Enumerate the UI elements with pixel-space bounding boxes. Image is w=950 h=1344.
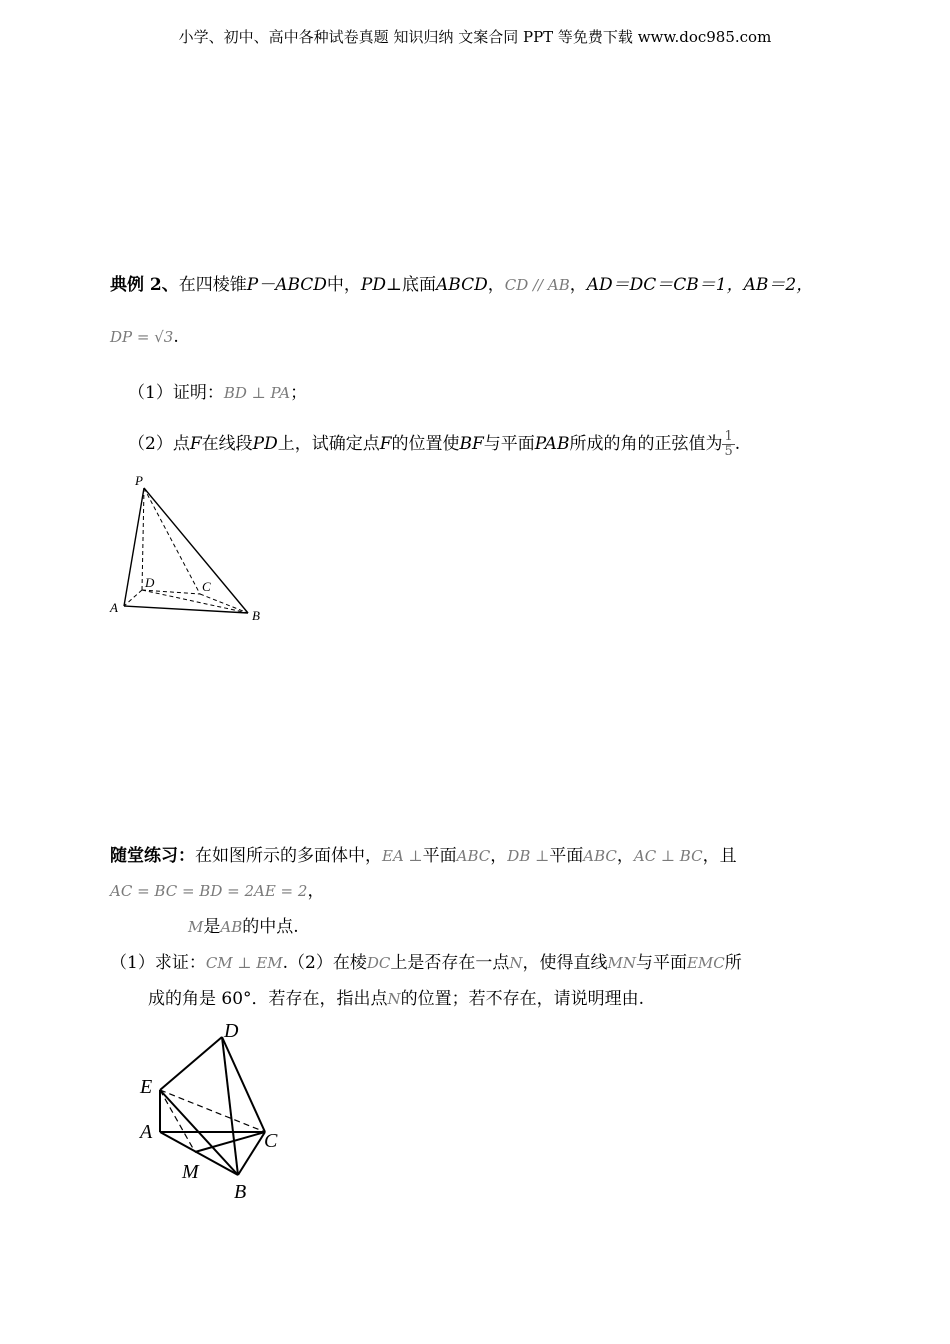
practice-line3 bbox=[188, 916, 299, 938]
practice-label: 随堂练习： bbox=[110, 846, 195, 866]
practice-questions bbox=[110, 952, 742, 974]
frac-num: 1 bbox=[724, 429, 733, 444]
text: 上是否存在一点 bbox=[390, 953, 510, 973]
q1-prefix: （1）证明： bbox=[128, 383, 224, 403]
ac-perp-bc: AC ⊥ BC bbox=[633, 847, 703, 865]
example2-q2 bbox=[128, 430, 740, 459]
text: （2）点 bbox=[128, 434, 190, 454]
text: 的中点. bbox=[242, 917, 299, 937]
plane-abc: ABC bbox=[583, 847, 617, 865]
text: 在如图所示的多面体中， bbox=[195, 846, 382, 866]
text: 与平面 bbox=[483, 434, 535, 454]
text: ， bbox=[487, 275, 505, 295]
example2-line2 bbox=[110, 326, 179, 348]
ab-length: AB＝2， bbox=[743, 275, 814, 295]
text: 上，试确定点 bbox=[277, 434, 380, 454]
label-a: A bbox=[140, 1121, 153, 1143]
example2-q1 bbox=[128, 382, 307, 404]
plane-abc: ABC bbox=[456, 847, 491, 865]
practice-line2 bbox=[110, 880, 324, 902]
example2-label: 典例 2、 bbox=[110, 275, 179, 295]
point-m: M bbox=[188, 918, 204, 936]
segment-ab: AB bbox=[220, 918, 243, 936]
page-header: 小学、初中、高中各种试卷真题 知识归纳 文案合同 PPT 等免费下载 www.doc985.com bbox=[178, 28, 772, 46]
point-n: N bbox=[387, 990, 401, 1008]
text: ， bbox=[307, 881, 325, 901]
label-b: B bbox=[252, 608, 260, 623]
segment-pd: PD bbox=[360, 275, 386, 295]
q1-expr: CM ⊥ EM bbox=[205, 954, 283, 972]
label-m: M bbox=[182, 1161, 199, 1183]
text: 的位置；若不存在，请说明理由. bbox=[400, 989, 645, 1009]
segment-bf: BF bbox=[459, 434, 484, 454]
label-c: C bbox=[264, 1130, 278, 1152]
pyramid-name: P－ABCD bbox=[246, 275, 327, 295]
text: ， bbox=[569, 275, 587, 295]
segment-pd: PD bbox=[252, 434, 278, 454]
text: ； bbox=[290, 383, 308, 403]
length-equation: AC = BC = BD = 2AE = 2 bbox=[110, 882, 308, 900]
practice-line1 bbox=[110, 845, 737, 867]
label-c: C bbox=[202, 579, 211, 594]
text: 的位置使 bbox=[391, 434, 460, 454]
text: ， bbox=[490, 846, 508, 866]
text: 成的角是 60°．若存在，指出点 bbox=[148, 989, 388, 1009]
plane-pab: PAB bbox=[534, 434, 570, 454]
point-n: N bbox=[509, 954, 523, 972]
text: 是 bbox=[203, 917, 221, 937]
dp-value: DP = √3 bbox=[110, 328, 174, 346]
text: 所 bbox=[724, 953, 742, 973]
db-perp: DB ⊥ bbox=[507, 847, 550, 865]
text: 在线段 bbox=[201, 434, 253, 454]
text: ，且 bbox=[702, 846, 737, 866]
practice-line4 bbox=[148, 988, 644, 1010]
edge-dc: DC bbox=[366, 954, 391, 972]
fraction-one-fifth bbox=[722, 430, 734, 459]
label-a: A bbox=[110, 600, 118, 615]
label-p: P bbox=[135, 473, 143, 488]
text: 平面 bbox=[549, 846, 584, 866]
example2-line1 bbox=[110, 274, 813, 296]
text: 与平面 bbox=[635, 953, 687, 973]
polyhedron-figure bbox=[130, 1015, 300, 1205]
label-d: D bbox=[224, 1020, 239, 1042]
text: ， bbox=[616, 846, 634, 866]
point-f: F bbox=[189, 434, 202, 454]
text: 平面 bbox=[422, 846, 457, 866]
label-b: B bbox=[234, 1181, 247, 1203]
text: . bbox=[282, 953, 289, 973]
text: ⊥底面 bbox=[386, 275, 436, 295]
text: 中， bbox=[326, 275, 361, 295]
line-mn: MN bbox=[607, 954, 636, 972]
text: 在四棱锥 bbox=[178, 275, 247, 295]
q1-expr: BD ⊥ PA bbox=[223, 384, 291, 402]
q1-prefix: （1）求证： bbox=[110, 953, 206, 973]
base-abcd: ABCD bbox=[436, 275, 488, 295]
point-f: F bbox=[379, 434, 392, 454]
label-d: D bbox=[145, 575, 155, 590]
cd-parallel-ab: CD // AB bbox=[504, 276, 570, 294]
label-e: E bbox=[140, 1076, 153, 1098]
text: . bbox=[173, 327, 179, 347]
text: （2）在棱 bbox=[288, 953, 367, 973]
ea-perp: EA ⊥ bbox=[382, 847, 423, 865]
text: ，使得直线 bbox=[522, 953, 608, 973]
text: 所成的角的正弦值为 bbox=[569, 434, 723, 454]
plane-emc: EMC bbox=[686, 954, 725, 972]
frac-den: 5 bbox=[724, 444, 733, 459]
ad-dc-cb: AD＝DC＝CB＝1， bbox=[586, 275, 744, 295]
pyramid-figure bbox=[100, 470, 280, 630]
text: . bbox=[734, 434, 741, 454]
